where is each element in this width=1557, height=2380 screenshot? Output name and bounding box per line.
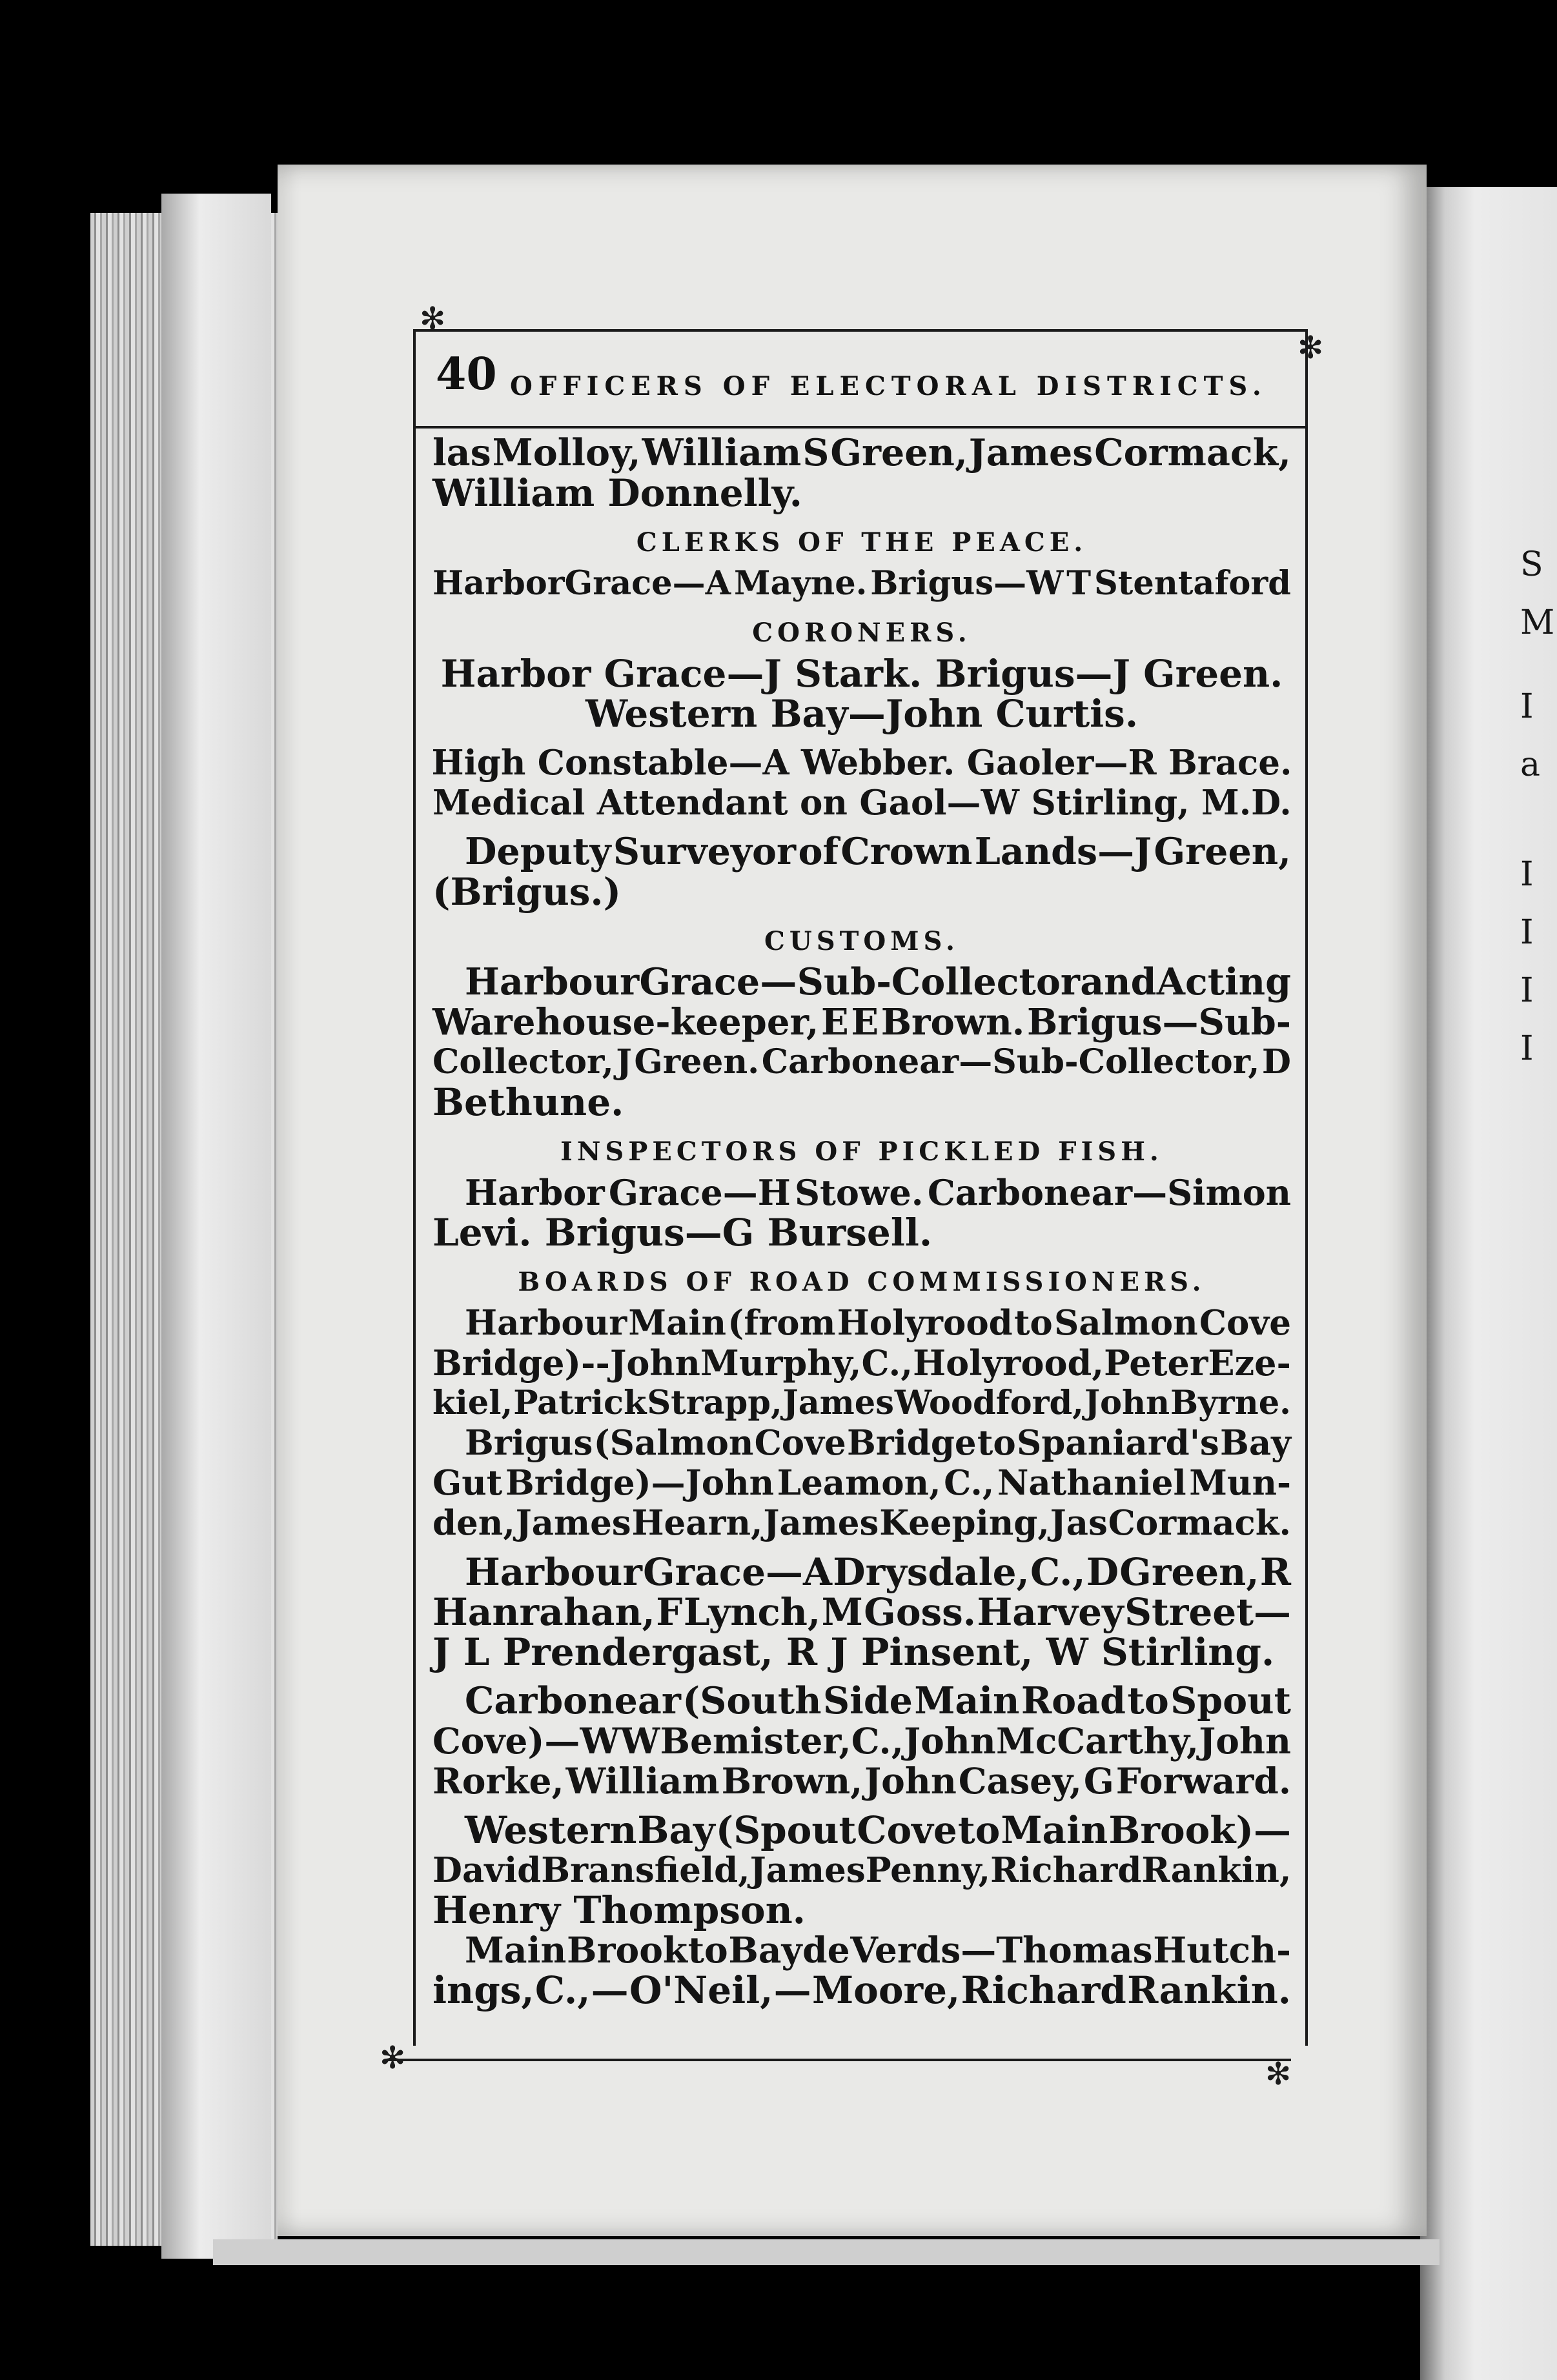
word: Brigus: [465, 1423, 593, 1463]
word: James: [749, 1850, 866, 1890]
word: to: [1127, 1679, 1169, 1722]
word: E: [821, 1001, 849, 1044]
word: Harbour: [465, 1550, 642, 1594]
word: W: [620, 1720, 660, 1762]
word: Brigus—Sub-: [1026, 1001, 1291, 1044]
section-heading-customs: CUSTOMS.: [764, 926, 959, 956]
word: Main: [914, 1679, 1020, 1722]
text-line: Harbor Grace—J Stark. Brigus—J Green.: [440, 652, 1283, 696]
word: de: [802, 1929, 850, 1971]
corner-star-icon: ✻: [1298, 330, 1324, 366]
word: James: [782, 1384, 894, 1422]
word: to: [957, 1808, 1001, 1852]
text-line: [432, 1761, 1291, 1801]
word: Hearn,: [631, 1503, 763, 1543]
word: David: [432, 1850, 542, 1890]
word: John: [1084, 1384, 1170, 1422]
word: Bridge)--John: [432, 1342, 700, 1384]
word: —: [773, 1968, 811, 2012]
text-line: [432, 1681, 1291, 1721]
text-line: [432, 1970, 1291, 2010]
adjacent-fragment: I: [1520, 687, 1534, 726]
text-line: [432, 1383, 1291, 1423]
word: Green,: [1119, 1550, 1259, 1594]
text-line: High Constable—A Webber. Gaoler—R Brace.: [431, 743, 1292, 783]
section-heading-inspectors: INSPECTORS OF PICKLED FISH.: [560, 1136, 1163, 1167]
text-line: [432, 433, 1291, 473]
word: John: [904, 1720, 996, 1762]
word: Eze-: [1208, 1342, 1291, 1384]
word: Carbonear—Simon: [927, 1172, 1291, 1213]
word: kiel,: [432, 1384, 513, 1422]
word: Patrick: [513, 1384, 647, 1422]
word: D: [1086, 1550, 1119, 1594]
text-line: [432, 1173, 1291, 1213]
word: Brown,: [721, 1760, 863, 1802]
top-rule: [413, 329, 1305, 332]
word: Lynch,: [683, 1590, 821, 1634]
word: Bay: [637, 1808, 715, 1852]
word: Surveyor: [613, 830, 797, 873]
adjacent-fragment: S: [1520, 545, 1543, 584]
word: Crown: [840, 830, 973, 873]
word: Brook)—: [1108, 1808, 1291, 1852]
word: J: [616, 1042, 632, 1082]
word: James: [763, 1503, 879, 1543]
word: (Spout: [715, 1808, 857, 1852]
word: —: [591, 1968, 629, 2012]
word: Green.: [634, 1042, 760, 1082]
word: Rankin.: [1127, 1968, 1291, 2012]
word: Nathaniel: [997, 1463, 1186, 1503]
word: to: [687, 1929, 728, 1971]
section-heading-coroners: CORONERS.: [752, 618, 972, 648]
word: R: [1259, 1550, 1291, 1594]
word: G: [1083, 1760, 1114, 1802]
text-line: J L Prendergast, R J Pinsent, W Stirling.: [432, 1630, 1275, 1674]
corner-star-icon: ✻: [1265, 2056, 1292, 2092]
word: of: [798, 830, 839, 873]
word: C.,: [1030, 1550, 1086, 1594]
word: Brown.: [880, 1001, 1025, 1044]
word: Sub-Collector: [797, 960, 1080, 1003]
word: Lands—J: [974, 830, 1152, 873]
word: to: [977, 1423, 1016, 1463]
word: Hanrahan,: [432, 1590, 655, 1634]
word: Carbonear: [465, 1679, 681, 1722]
word: Moore,: [811, 1968, 961, 2012]
word: Mayne.: [734, 564, 868, 603]
word: Jas: [1050, 1503, 1108, 1543]
word: Bransfield,: [541, 1850, 750, 1890]
word: Stowe.: [794, 1172, 924, 1213]
page-content: [432, 423, 1291, 2010]
word: Richard: [990, 1850, 1142, 1890]
text-line: [432, 1552, 1291, 1592]
word: (South: [682, 1679, 822, 1722]
word: Grace—A: [643, 1550, 833, 1594]
word: Bemister,: [660, 1720, 851, 1762]
text-line: Henry Thompson.: [432, 1888, 806, 1932]
word: Main: [1001, 1808, 1108, 1852]
word: William: [565, 1760, 720, 1802]
word: Road: [1021, 1679, 1126, 1722]
word: Bridge: [846, 1423, 977, 1463]
word: Byrne.: [1170, 1384, 1291, 1422]
text-line: Levi. Brigus—G Bursell.: [432, 1211, 933, 1255]
word: William: [642, 431, 802, 474]
word: C.,: [534, 1968, 591, 2012]
word: Cove: [754, 1423, 846, 1463]
corner-star-icon: ✻: [380, 2040, 406, 2076]
word: Holyrood: [837, 1303, 1013, 1343]
word: Cove)—W: [432, 1720, 620, 1762]
word: to: [1013, 1303, 1053, 1343]
word: Rankin,: [1141, 1850, 1292, 1890]
text-line: [432, 1002, 1291, 1042]
word: den,: [432, 1503, 515, 1543]
text-line: [432, 1042, 1291, 1082]
word: Salmon: [1053, 1303, 1198, 1343]
word: Spaniard's: [1017, 1423, 1219, 1463]
word: Rorke,: [432, 1760, 564, 1802]
word: Verds—Thomas: [850, 1929, 1153, 1971]
word: Bridge)—John: [505, 1463, 775, 1503]
text-line: William Donnelly.: [432, 471, 802, 515]
word: Grace: [639, 960, 760, 1003]
word: Acting: [1156, 960, 1291, 1003]
word: Goss.: [864, 1590, 976, 1634]
word: Harbor: [465, 1172, 605, 1213]
word: C.,: [944, 1463, 995, 1503]
word: Street—: [1124, 1590, 1291, 1634]
word: Mun-: [1189, 1463, 1291, 1503]
word: —: [760, 960, 797, 1003]
text-line: [432, 563, 1291, 603]
word: Brook: [567, 1929, 687, 1971]
word: and: [1080, 960, 1157, 1003]
word: McCarthy,: [996, 1720, 1199, 1762]
text-line: [432, 1503, 1291, 1543]
word: Molloy,: [492, 431, 641, 474]
word: Harbour: [465, 1303, 627, 1343]
adjacent-fragment: I: [1520, 971, 1534, 1010]
word: Grace—H: [608, 1172, 791, 1213]
word: Leamon,: [777, 1463, 941, 1503]
text-line: [432, 1343, 1291, 1383]
section-heading-clerks: CLERKS OF THE PEACE.: [636, 527, 1088, 558]
word: E: [851, 1001, 879, 1044]
text-line: [432, 1303, 1291, 1343]
word: Carbonear—Sub-Collector,: [761, 1042, 1260, 1082]
text-line: [432, 1810, 1291, 1850]
adjacent-fragment: M: [1520, 603, 1555, 642]
text-line: [432, 962, 1291, 1002]
word: las: [432, 431, 491, 474]
word: Brigus—W: [870, 564, 1064, 603]
text-line: Western Bay—John Curtis.: [585, 692, 1139, 736]
adjacent-fragment: I: [1520, 855, 1534, 894]
word: John: [1199, 1720, 1291, 1762]
word: Bay: [728, 1929, 802, 1971]
page-number: 40: [436, 348, 497, 400]
running-head: OFFICERS OF ELECTORAL DISTRICTS.: [510, 371, 1267, 401]
word: D: [1261, 1042, 1291, 1082]
bottom-rule: [387, 2059, 1291, 2061]
word: O'Neil,: [629, 1968, 773, 2012]
adjacent-fragment: I: [1520, 913, 1534, 952]
word: Collector,: [432, 1042, 614, 1082]
text-line: Bethune.: [432, 1080, 624, 1124]
text-line: [432, 1850, 1291, 1890]
word: Warehouse-keeper,: [432, 1001, 819, 1044]
word: Murphy,: [700, 1342, 862, 1384]
word: F: [656, 1590, 683, 1634]
word: HarborGrace—A: [432, 564, 731, 603]
text-line: [432, 1721, 1291, 1761]
word: (from: [728, 1303, 836, 1343]
word: James: [968, 431, 1094, 474]
word: James: [515, 1503, 631, 1543]
text-line: Medical Attendant on Gaol—W Stirling, M.D.: [432, 783, 1292, 823]
word: Casey,: [958, 1760, 1082, 1802]
word: Forward.: [1115, 1760, 1291, 1802]
section-heading-boards: BOARDS OF ROAD COMMISSIONERS.: [518, 1267, 1206, 1297]
word: T: [1066, 564, 1092, 603]
text-line: [432, 1592, 1291, 1632]
word: Spout: [1170, 1679, 1291, 1722]
word: John: [864, 1760, 957, 1802]
text-line: (Brigus.): [432, 870, 622, 914]
word: Cormack.: [1108, 1503, 1291, 1543]
adjacent-fragment: a: [1520, 745, 1541, 784]
word: Holyrood,: [913, 1342, 1104, 1384]
text-line: [432, 1930, 1291, 1970]
word: Stentaford: [1094, 564, 1291, 603]
text-line: [432, 1423, 1291, 1463]
word: C.,: [861, 1342, 913, 1384]
word: Bay: [1220, 1423, 1291, 1463]
word: Green,: [1154, 830, 1291, 873]
text-line: [432, 832, 1291, 872]
word: ings,: [432, 1968, 534, 2012]
book-page-edges-inner: [161, 194, 271, 2259]
word: Western: [465, 1808, 637, 1852]
word: Green,: [830, 431, 968, 474]
adjacent-fragment: I: [1520, 1029, 1534, 1068]
word: Main: [465, 1929, 567, 1971]
word: Hutch-: [1153, 1929, 1291, 1971]
word: C.,: [851, 1720, 904, 1762]
word: Harvey: [977, 1590, 1124, 1634]
word: Main: [628, 1303, 727, 1343]
word: Richard: [961, 1968, 1126, 2012]
text-line: [432, 1463, 1291, 1503]
page-bottom-edge: [213, 2239, 1440, 2265]
word: Keeping,: [879, 1503, 1050, 1543]
word: Cormack,: [1094, 431, 1291, 474]
word: Woodford,: [894, 1384, 1084, 1422]
word: Cove: [1199, 1303, 1291, 1343]
word: Gut: [432, 1463, 503, 1503]
adjacent-page-text: [1520, 323, 1557, 1613]
word: Peter: [1104, 1342, 1208, 1384]
word: S: [802, 431, 829, 474]
corner-star-icon: ✻: [420, 301, 446, 337]
word: Side: [823, 1679, 913, 1722]
word: Strapp,: [647, 1384, 782, 1422]
word: M: [821, 1590, 863, 1634]
word: (Salmon: [593, 1423, 754, 1463]
word: Deputy: [465, 830, 611, 873]
word: Penny,: [865, 1850, 991, 1890]
word: Cove: [857, 1808, 957, 1852]
word: Harbour: [465, 960, 640, 1003]
word: Drysdale,: [833, 1550, 1030, 1594]
